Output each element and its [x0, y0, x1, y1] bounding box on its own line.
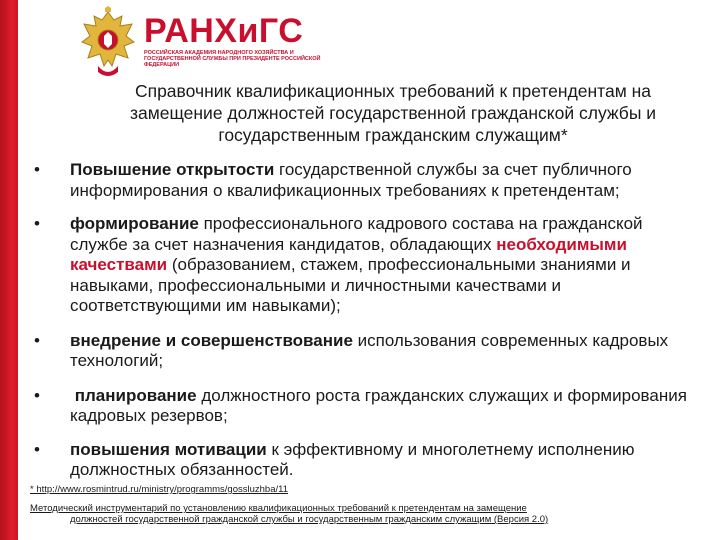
bullet-icon: • — [34, 160, 40, 179]
bullet-item — [34, 160, 694, 201]
bullet-item — [34, 386, 694, 427]
bullet-icon: • — [34, 330, 40, 350]
bullet-accent: необходимыми качествами — [70, 234, 627, 274]
bullet-text: должностного роста гражданских служащих и формирования кадровых резервов; — [70, 385, 687, 425]
bullet-icon: • — [34, 439, 40, 459]
methodology-line-2: должностей государственной гражданской службы и государственным гражданским служащим (Версия 2.0) — [70, 514, 549, 525]
bullet-icon: • — [34, 214, 40, 233]
brand-subtitle: РОССИЙСКАЯ АКАДЕМИЯ НАРОДНОГО ХОЗЯЙСТВА И ГОСУДАРСТВЕННОЙ СЛУЖБЫ ПРИ ПРЕЗИДЕНТЕ РОССИЙСКОЙ ФЕДЕРАЦИИ — [144, 50, 321, 69]
source-link[interactable]: * http://www.rosmintrud.ru/ministry/programms/gossluzhba/11 — [30, 484, 288, 495]
slide-title: Справочник квалификационных требований к претендентам на замещение должностей государственной гражданской службы и государственным гражданским служащим* — [129, 81, 657, 145]
bullet-icon: • — [34, 385, 40, 405]
bullet-lead: Повышение открытости — [70, 160, 275, 179]
bullet-text: профессионального кадрового состава на гражданской службе за счет назначения кандидатов, обладающих — [70, 214, 643, 254]
bullet-lead: повышения мотивации — [70, 439, 267, 459]
bullet-list — [34, 160, 694, 481]
bullet-item — [34, 331, 694, 372]
bullet-lead: внедрение и совершенствование — [70, 330, 353, 350]
bullet-text: к эффективному и многолетнему исполнению должностных обязанностей. — [70, 439, 635, 479]
methodology-line-1: Методический инструментарий по установлению квалификационных требований к претендентам на замещение — [30, 503, 527, 514]
eagle-emblem-icon — [78, 6, 138, 80]
side-accent-bar — [0, 0, 18, 540]
bullet-lead: формирование — [70, 214, 199, 233]
bullet-text: использования современных кадровых технологий; — [70, 330, 669, 370]
ranepa-logo — [78, 6, 328, 80]
brand-name: РАНХиГС — [144, 12, 304, 50]
methodology-link[interactable] — [30, 503, 670, 525]
bullet-text: (образованием, стажем, профессиональными знаниями и навыками, профессиональными и личностными качествами и соответствующими им навыками); — [70, 255, 631, 315]
bullet-text: государственной службы за счет публичного информирования о квалификационных требованиях к претендентам; — [70, 160, 632, 200]
bullet-lead: планирование — [70, 385, 197, 405]
bullet-item — [34, 440, 694, 481]
bullet-item — [34, 214, 694, 317]
